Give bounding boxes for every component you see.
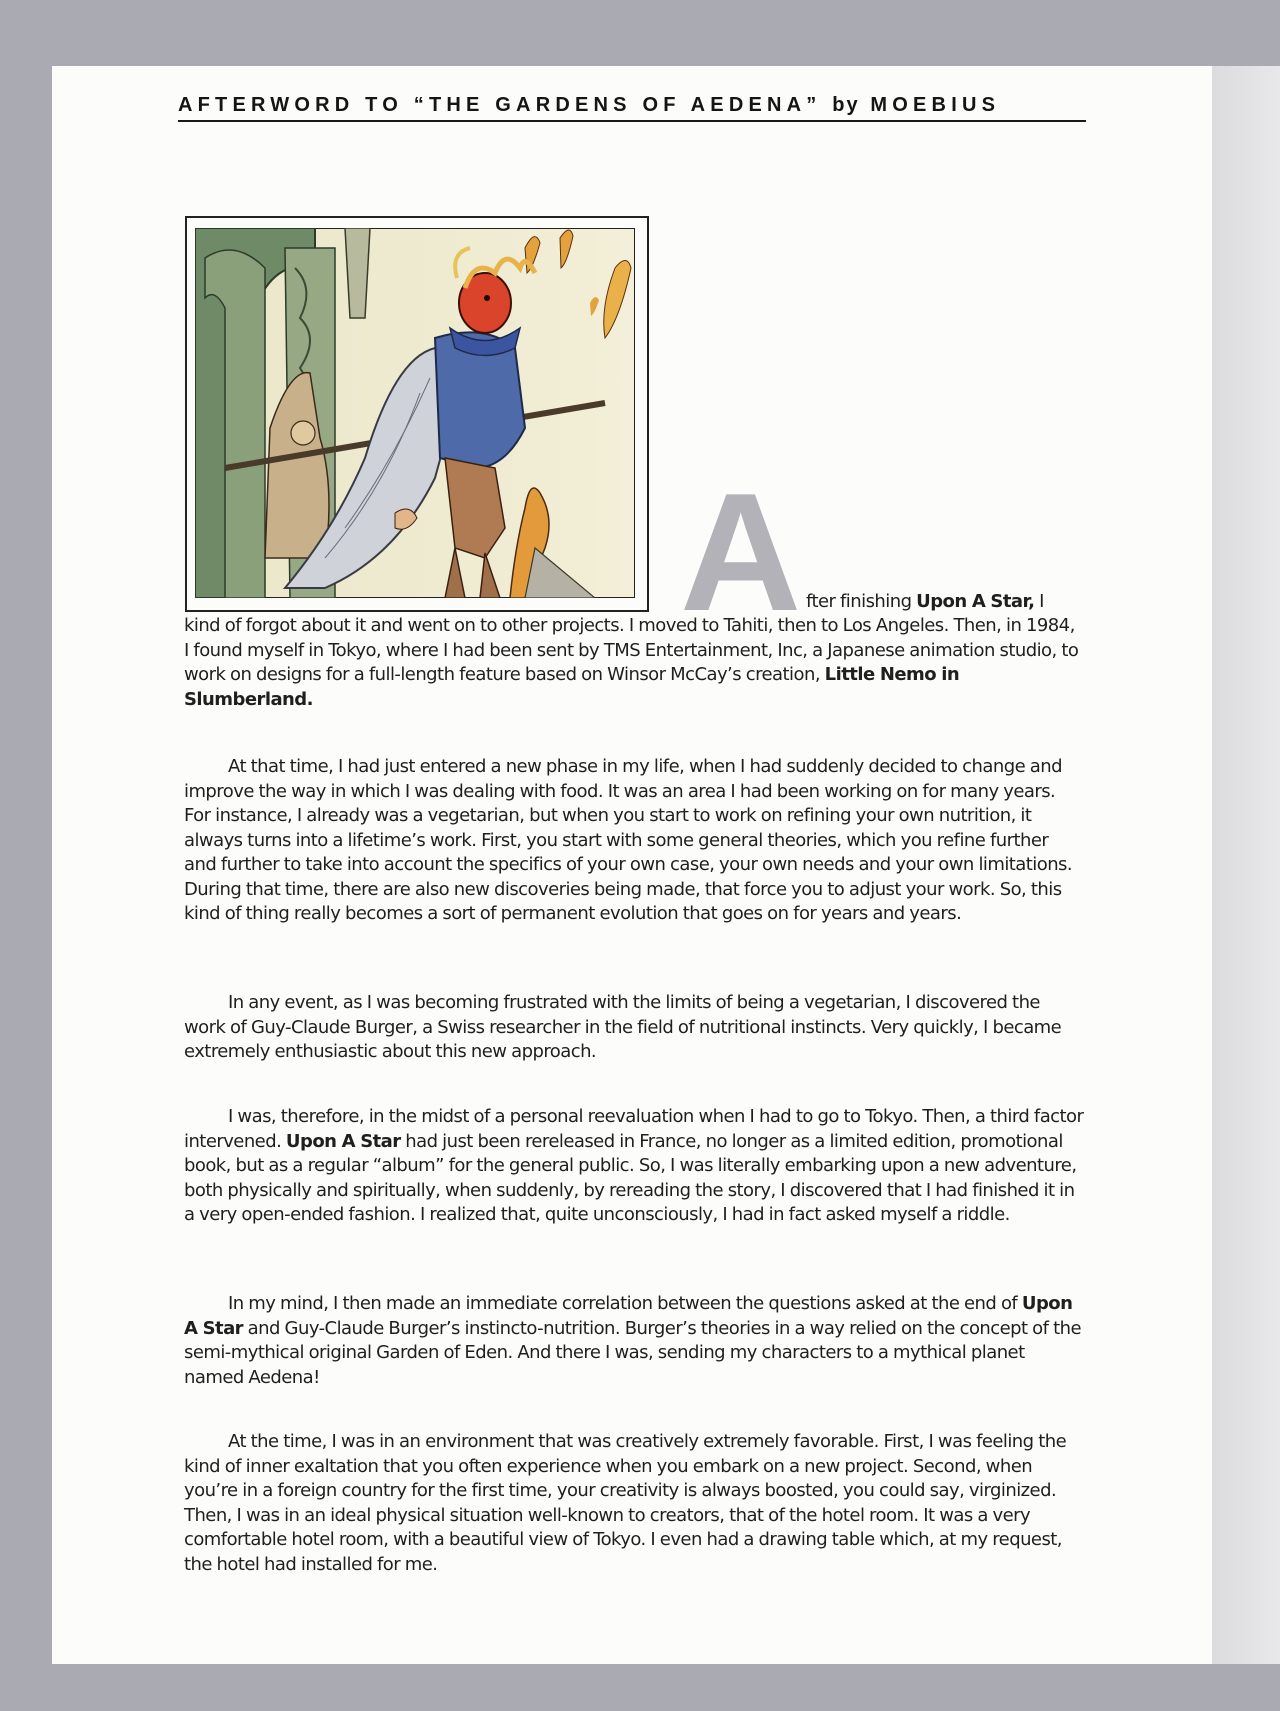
p5-title-upon-a-star: Upon A Star — [184, 1293, 1073, 1339]
paragraph-5 — [184, 1292, 1084, 1390]
p1-rest: kind of forgot about it and went on to other projects. I moved to Tahiti, then to Los Angeles. Then, in 1984, I found myself in Tokyo, where I had been sent by TMS Entertainment, Inc, a Japanese animation studio, to work on designs for a full-length feature based on Winsor McCay’s creation, — [184, 615, 1079, 685]
p5-part-a: In my mind, I then made an immediate correlation between the questions asked at the end of — [228, 1293, 1022, 1314]
p4-part-a: I was, therefore, in the midst of a personal reevaluation when I had to go to Tokyo. Then, a third factor intervened. — [184, 1106, 1084, 1152]
header-by: by — [832, 94, 860, 116]
p4-title-upon-a-star: Upon A Star — [285, 1130, 401, 1152]
p5-part-c: and Guy-Claude Burger’s instincto-nutrition. Burger’s theories in a way relied on the concept of the semi-mythical original Garden of Eden. And there I was, sending my characters to a mythical planet named Aedena! — [184, 1317, 1081, 1388]
p1-lead-end: I — [1034, 591, 1044, 612]
paragraph-6: At the time, I was in an environment that was creatively extremely favorable. First, I was feeling the kind of inner exaltation that you often experience when you embark on a new project. Second, when you’re in a foreign country for the first time, your creativity is always boosted, you could say, virginized. Then, I was in an ideal physical situation well-known to creators, that of the hotel room. It was a very comfortable hotel room, with a beautiful view of Tokyo. I even had a drawing table which, at my request, the hotel had installed for me. — [184, 1431, 1067, 1575]
adjacent-page-edge — [1212, 66, 1280, 1664]
page-header — [178, 92, 1086, 122]
p1-title-little-nemo: Little Nemo in Slumberland. — [184, 664, 960, 710]
comic-illustration — [185, 216, 649, 612]
paragraph-3: In any event, as I was becoming frustrated with the limits of being a vegetarian, I discovered the work of Guy-Claude Burger, a Swiss researcher in the field of nutritional instincts. Very quickly, I became extremely enthusiastic about this new approach. — [184, 992, 1062, 1062]
p1-title-upon-a-star: Upon A Star, — [916, 591, 1035, 612]
header-author: MOEBIUS — [870, 94, 1001, 116]
drop-cap-letter: A — [680, 458, 802, 646]
paragraph-4 — [184, 1105, 1084, 1228]
p1-lead: fter finishing — [806, 591, 917, 612]
illustration-art — [195, 228, 635, 598]
paragraph-1 — [184, 614, 1084, 712]
paragraph-2: At that time, I had just entered a new phase in my life, when I had suddenly decided to change and improve the way in which I was dealing with food. It was an area I had been working on for many years. For instance, I already was a vegetarian, but when you start to work on refining your own nutrition, it always turns into a lifetime’s work. First, you start with some general theories, which you refine further and further to take into account the specifics of your own case, your own needs and your own limitations. During that time, there are also new discoveries being made, that force you to adjust your work. So, this kind of thing really becomes a sort of permanent evolution that goes on for years and years. — [184, 756, 1073, 924]
header-title: AFTERWORD TO “THE GARDENS OF AEDENA” — [178, 94, 822, 116]
p4-part-c: had just been rereleased in France, no longer as a limited edition, promotional book, but as a regular “album” for the general public. So, I was literally embarking upon a new adventure, both physically and spiritually, when suddenly, by rereading the story, I discovered that I had finished it in a very open-ended fashion. I realized that, quite unconsciously, I had in fact asked myself a riddle. — [184, 1130, 1077, 1225]
paragraph-1-first-line — [806, 590, 1044, 615]
